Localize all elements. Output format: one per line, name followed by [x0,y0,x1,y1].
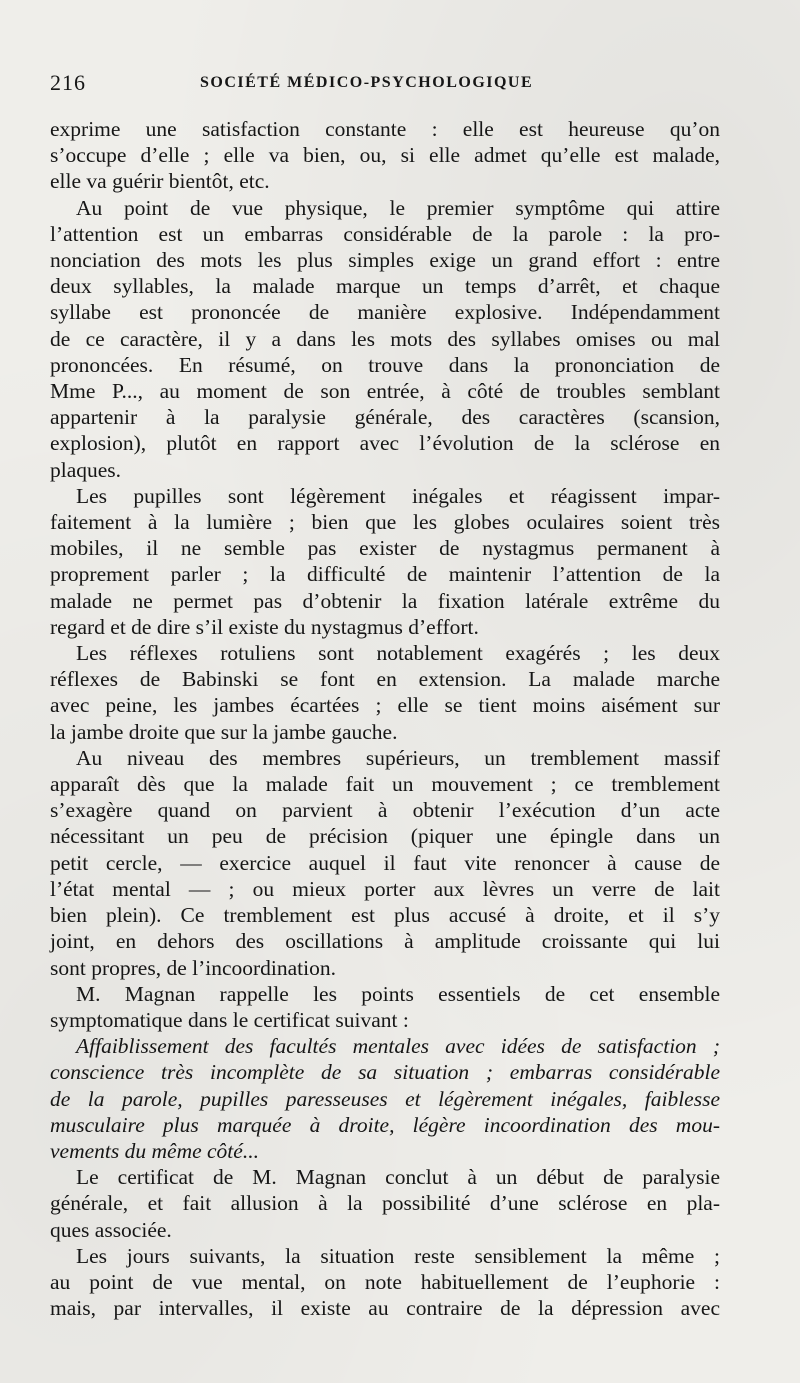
text-line: M. Magnan rappelle les points essentiels de cet ensemble [76,981,720,1006]
text-line: s’exagère quand on parvient à obtenir l’exécution d’un acte [50,798,720,823]
text-line: Au niveau des membres supérieurs, un tremblement massif [76,745,720,770]
text-line: sont propres, de l’incoordination. [50,955,337,980]
body-text [50,116,720,1321]
text-line: l’état mental — ; ou mieux porter aux lèvres un verre de lait [50,876,720,901]
text-line: la jambe droite que sur la jambe gauche. [50,719,398,744]
text-line: Les pupilles sont légèrement inégales et réagissent impar- [76,483,720,508]
text-line: prononcées. En résumé, on trouve dans la prononciation de [50,352,720,377]
text-line: exprime une satisfaction constante : elle est heureuse qu’on [50,117,720,141]
text-line: Le certificat de M. Magnan conclut à un début de paralysie [76,1165,720,1190]
text-line: faitement à la lumière ; bien que les globes oculaires soient très [50,510,720,535]
text-line: l’attention est un embarras considérable de la parole : la pro- [50,221,720,246]
text-line: générale, et fait allusion à la possibilité d’une sclérose en pla- [50,1191,720,1216]
text-line: avec peine, les jambes écartées ; elle se tient moins aisément sur [50,693,720,718]
text-line: plaques. [50,457,122,482]
text-line: de ce caractère, il y a dans les mots des syllabes omises ou mal [50,326,720,351]
certificate-text-line: de la parole, pupilles paresseuses et légèrement inégales, faiblesse [50,1086,720,1111]
certificate-text-line: vements du même côté... [50,1138,259,1163]
running-title: SOCIÉTÉ MÉDICO-PSYCHOLOGIQUE [200,74,534,91]
text-line: Mme P..., au moment de son entrée, à côté de troubles semblant [50,379,720,404]
text-line: syllabe est prononcée de manière explosive. Indépendamment [50,300,720,325]
certificate-text-line: conscience très incomplète de sa situation ; embarras considérable [50,1060,720,1085]
certificate-text-line: musculaire plus marquée à droite, légère incoordination des mou- [50,1112,720,1137]
text-line: Au point de vue physique, le premier symptôme qui attire [76,195,720,220]
text-line: deux syllables, la malade marque un temps d’arrêt, et chaque [50,274,720,299]
text-line: apparaît dès que la malade fait un mouvement ; ce tremblement [50,772,720,797]
certificate-text-line: Affaiblissement des facultés mentales avec idées de satisfaction ; [76,1034,720,1059]
text-line: appartenir à la paralysie générale, des caractères (scansion, [50,405,720,430]
text-line: s’occupe d’elle ; elle va bien, ou, si elle admet qu’elle est malade, [50,143,720,168]
text-line: mais, par intervalles, il existe au contraire de la dépression avec [50,1296,720,1321]
text-line: regard et de dire s’il existe du nystagmus d’effort. [50,614,479,639]
text-line: réflexes de Babinski se font en extension. La malade marche [50,667,720,692]
text-line: nonciation des mots les plus simples exige un grand effort : entre [50,248,720,273]
text-line: Les réflexes rotuliens sont notablement exagérés ; les deux [76,641,720,666]
text-line: nécessitant un peu de précision (piquer une épingle dans un [50,824,720,849]
page-number: 216 [50,70,86,95]
text-line: ques associée. [50,1217,172,1242]
text-line: explosion), plutôt en rapport avec l’évolution de la sclérose en [50,431,720,456]
text-line: bien plein). Ce tremblement est plus accusé à droite, et il s’y [50,903,720,928]
text-line: au point de vue mental, on note habituellement de l’euphorie : [50,1269,720,1294]
text-line: elle va guérir bientôt, etc. [50,169,270,194]
text-line: joint, en dehors des oscillations à amplitude croissante qui lui [50,929,720,954]
text-line: malade ne permet pas d’obtenir la fixation latérale extrême du [50,588,720,613]
text-line: Les jours suivants, la situation reste sensiblement la même ; [76,1243,720,1268]
running-head [50,70,750,100]
text-line: mobiles, il ne semble pas exister de nystagmus permanent à [50,536,720,561]
text-line: proprement parler ; la difficulté de maintenir l’attention de la [50,562,720,587]
text-line: petit cercle, — exercice auquel il faut vite renoncer à cause de [50,850,720,875]
text-line: symptomatique dans le certificat suivant : [50,1007,409,1032]
